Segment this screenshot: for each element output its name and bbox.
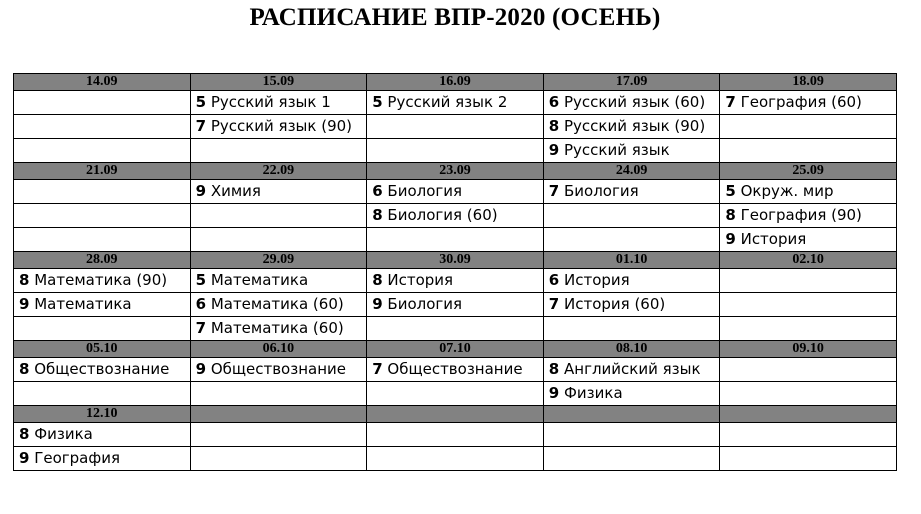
date-cell: 30.09 — [367, 252, 544, 269]
grade-number: 6 — [548, 93, 560, 111]
empty-cell — [543, 204, 720, 228]
subject-name: Математика — [210, 271, 309, 289]
empty-cell — [543, 423, 720, 447]
exam-row — [14, 358, 897, 382]
date-header-row — [14, 163, 897, 180]
subject-name: Биология — [387, 295, 463, 313]
empty-cell — [14, 180, 191, 204]
grade-number: 8 — [19, 425, 30, 443]
date-header-row — [14, 252, 897, 269]
exam-cell — [543, 180, 720, 204]
empty-cell — [720, 358, 897, 382]
date-cell: 08.10 — [543, 341, 720, 358]
grade-number: 9 — [195, 182, 207, 200]
empty-cell — [367, 139, 544, 163]
exam-row — [14, 382, 897, 406]
exam-row — [14, 180, 897, 204]
empty-cell — [14, 317, 191, 341]
exam-cell — [543, 358, 720, 382]
subject-name: Математика (90) — [34, 271, 168, 289]
date-cell: 18.09 — [720, 74, 897, 91]
empty-cell — [367, 317, 544, 341]
date-cell: 24.09 — [543, 163, 720, 180]
grade-number: 7 — [725, 93, 736, 111]
exam-row — [14, 228, 897, 252]
empty-cell — [543, 317, 720, 341]
exam-cell — [190, 91, 367, 115]
grade-number: 9 — [372, 295, 383, 313]
date-cell: 16.09 — [367, 74, 544, 91]
date-cell: 22.09 — [190, 163, 367, 180]
empty-cell — [720, 423, 897, 447]
date-cell — [190, 406, 367, 423]
grade-number: 8 — [548, 117, 560, 135]
grade-number: 6 — [372, 182, 383, 200]
schedule-table — [13, 73, 897, 471]
empty-cell — [720, 317, 897, 341]
empty-cell — [720, 293, 897, 317]
subject-name: Русский язык (60) — [564, 93, 706, 111]
exam-cell — [543, 382, 720, 406]
subject-name: Окруж. мир — [740, 182, 834, 200]
grade-number: 7 — [548, 182, 560, 200]
subject-name: Русский язык 2 — [387, 93, 508, 111]
exam-cell — [720, 91, 897, 115]
empty-cell — [14, 228, 191, 252]
empty-cell — [720, 115, 897, 139]
subject-name: Обществознание — [34, 360, 170, 378]
subject-name: Математика — [34, 295, 132, 313]
subject-name: Английский язык — [564, 360, 701, 378]
grade-number: 5 — [372, 93, 383, 111]
empty-cell — [720, 447, 897, 471]
date-cell: 01.10 — [543, 252, 720, 269]
exam-cell — [14, 269, 191, 293]
exam-row — [14, 293, 897, 317]
exam-row — [14, 447, 897, 471]
grade-number: 5 — [195, 93, 207, 111]
grade-number: 8 — [548, 360, 560, 378]
date-cell: 25.09 — [720, 163, 897, 180]
date-header-row — [14, 74, 897, 91]
subject-name: Физика — [34, 425, 93, 443]
grade-number: 9 — [548, 384, 560, 402]
empty-cell — [190, 139, 367, 163]
empty-cell — [14, 91, 191, 115]
exam-cell — [14, 423, 191, 447]
subject-name: Биология — [564, 182, 639, 200]
empty-cell — [190, 204, 367, 228]
exam-cell — [720, 180, 897, 204]
exam-cell — [14, 447, 191, 471]
grade-number: 8 — [372, 206, 383, 224]
grade-number: 6 — [195, 295, 207, 313]
date-cell: 07.10 — [367, 341, 544, 358]
date-cell: 09.10 — [720, 341, 897, 358]
date-cell: 15.09 — [190, 74, 367, 91]
empty-cell — [367, 423, 544, 447]
date-header-row — [14, 341, 897, 358]
exam-cell — [367, 204, 544, 228]
exam-row — [14, 91, 897, 115]
date-cell: 17.09 — [543, 74, 720, 91]
subject-name: Русский язык 1 — [210, 93, 331, 111]
exam-cell — [14, 293, 191, 317]
date-cell: 21.09 — [14, 163, 191, 180]
exam-cell — [367, 358, 544, 382]
exam-row — [14, 139, 897, 163]
date-header-row — [14, 406, 897, 423]
exam-cell — [190, 115, 367, 139]
subject-name: История — [564, 271, 630, 289]
exam-cell — [367, 91, 544, 115]
empty-cell — [367, 447, 544, 471]
subject-name: Математика (60) — [210, 295, 344, 313]
empty-cell — [190, 447, 367, 471]
grade-number: 9 — [725, 230, 736, 248]
empty-cell — [720, 139, 897, 163]
exam-cell — [190, 180, 367, 204]
empty-cell — [14, 139, 191, 163]
grade-number: 7 — [195, 319, 207, 337]
exam-cell — [190, 317, 367, 341]
date-cell — [720, 406, 897, 423]
exam-cell — [190, 358, 367, 382]
date-cell: 02.10 — [720, 252, 897, 269]
subject-name: Русский язык (90) — [210, 117, 353, 135]
subject-name: Математика (60) — [210, 319, 344, 337]
grade-number: 8 — [19, 360, 30, 378]
grade-number: 7 — [195, 117, 207, 135]
subject-name: Биология — [387, 182, 463, 200]
empty-cell — [720, 269, 897, 293]
grade-number: 6 — [548, 271, 560, 289]
empty-cell — [367, 382, 544, 406]
exam-cell — [190, 269, 367, 293]
subject-name: Биология (60) — [387, 206, 498, 224]
subject-name: Русский язык — [564, 141, 670, 159]
empty-cell — [543, 228, 720, 252]
subject-name: Русский язык (90) — [564, 117, 706, 135]
subject-name: Обществознание — [387, 360, 523, 378]
date-cell: 06.10 — [190, 341, 367, 358]
grade-number: 8 — [19, 271, 30, 289]
exam-row — [14, 115, 897, 139]
empty-cell — [543, 447, 720, 471]
exam-row — [14, 204, 897, 228]
exam-cell — [543, 139, 720, 163]
grade-number: 7 — [372, 360, 383, 378]
exam-cell — [367, 293, 544, 317]
page-title: РАСПИСАНИЕ ВПР-2020 (ОСЕНЬ) — [249, 4, 661, 31]
exam-cell — [543, 91, 720, 115]
exam-cell — [367, 180, 544, 204]
exam-row — [14, 317, 897, 341]
subject-name: География — [34, 449, 120, 467]
subject-name: История — [387, 271, 454, 289]
subject-name: География (60) — [740, 93, 862, 111]
exam-cell — [543, 293, 720, 317]
schedule-body — [14, 74, 897, 471]
date-cell — [367, 406, 544, 423]
grade-number: 9 — [548, 141, 560, 159]
subject-name: Обществознание — [210, 360, 346, 378]
empty-cell — [367, 115, 544, 139]
date-cell: 14.09 — [14, 74, 191, 91]
grade-number: 5 — [195, 271, 207, 289]
grade-number: 8 — [372, 271, 383, 289]
empty-cell — [14, 204, 191, 228]
date-cell — [543, 406, 720, 423]
subject-name: История — [740, 230, 807, 248]
exam-cell — [367, 269, 544, 293]
exam-cell — [720, 228, 897, 252]
exam-cell — [543, 269, 720, 293]
date-cell: 29.09 — [190, 252, 367, 269]
date-cell: 05.10 — [14, 341, 191, 358]
grade-number: 9 — [195, 360, 207, 378]
grade-number: 7 — [548, 295, 560, 313]
exam-row — [14, 269, 897, 293]
exam-cell — [720, 204, 897, 228]
date-cell: 23.09 — [367, 163, 544, 180]
subject-name: Химия — [210, 182, 261, 200]
date-cell: 28.09 — [14, 252, 191, 269]
grade-number: 9 — [19, 295, 30, 313]
empty-cell — [720, 382, 897, 406]
exam-cell — [190, 293, 367, 317]
empty-cell — [14, 382, 191, 406]
exam-row — [14, 423, 897, 447]
empty-cell — [190, 228, 367, 252]
subject-name: История (60) — [564, 295, 666, 313]
grade-number: 5 — [725, 182, 736, 200]
exam-cell — [14, 358, 191, 382]
date-cell: 12.10 — [14, 406, 191, 423]
subject-name: Физика — [564, 384, 623, 402]
empty-cell — [14, 115, 191, 139]
empty-cell — [190, 423, 367, 447]
subject-name: География (90) — [740, 206, 862, 224]
empty-cell — [367, 228, 544, 252]
empty-cell — [190, 382, 367, 406]
grade-number: 9 — [19, 449, 30, 467]
exam-cell — [543, 115, 720, 139]
grade-number: 8 — [725, 206, 736, 224]
